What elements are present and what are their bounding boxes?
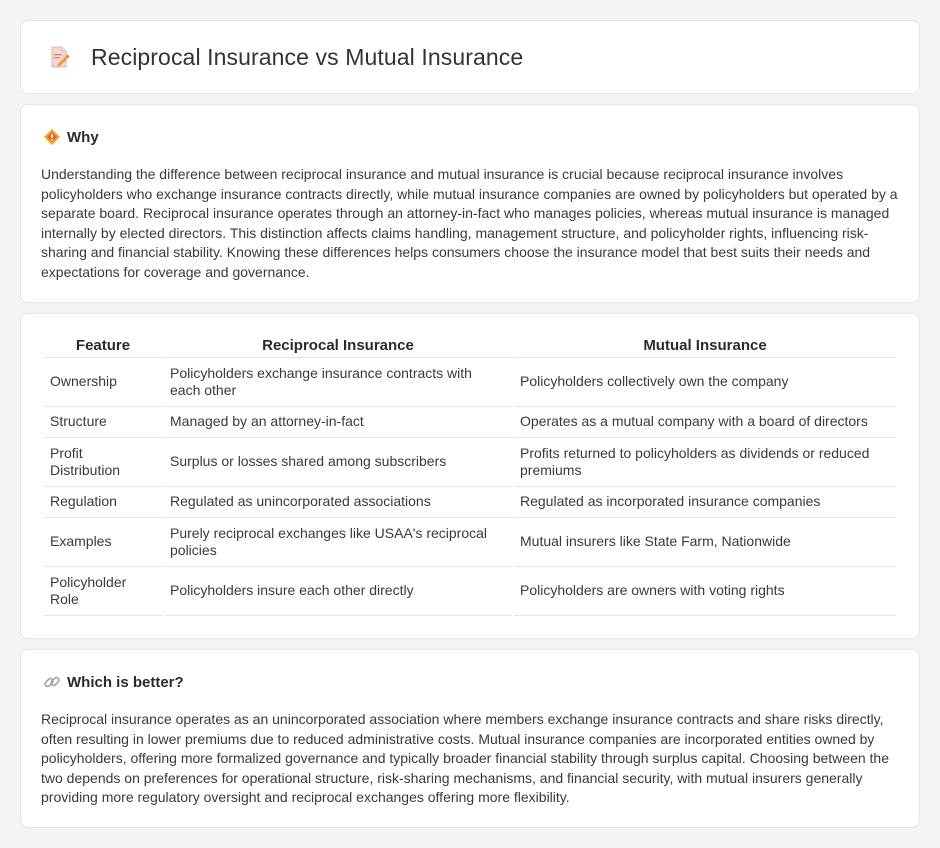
title-row (21, 21, 919, 93)
why-section (20, 104, 920, 303)
table-cell: Surplus or losses shared among subscribers (164, 438, 512, 487)
table-row (44, 438, 896, 487)
table-cell: Managed by an attorney-in-fact (164, 407, 512, 438)
table-row (44, 487, 896, 518)
why-text: Understanding the difference between reciprocal insurance and mutual insurance is crucial because reciprocal insurance involves policyholders who exchange insurance contracts directly, while mutual insurance companies are owned by policyholders but operated by a separate board. Reciprocal insurance operates through an attorney-in-fact who manages policies, whereas mutual insurance is managed internally by elected directors. This distinction affects claims handling, management structure, and policyholder rights, influencing risk-sharing and financial stability. Knowing these differences helps consumers choose the insurance model that best suits their needs and expectations for coverage and governance. (41, 166, 898, 280)
page-title: Reciprocal Insurance vs Mutual Insurance (91, 43, 524, 70)
why-heading-row (43, 128, 99, 146)
diamond-warning-icon (43, 128, 61, 146)
table-cell: Mutual insurers like State Farm, Nationwide (514, 518, 896, 567)
table-cell: Purely reciprocal exchanges like USAA's reciprocal policies (164, 518, 512, 567)
table-cell: Policyholder Role (44, 567, 162, 616)
better-text: Reciprocal insurance operates as an unincorporated association where members exchange insurance contracts and share risks directly, often resulting in lower premiums due to reduced administrative costs. Mutual insurance companies are incorporated entities owned by policyholders, offering more formalized governance and typically broader financial stability through surplus capital. Choosing between the two depends on preferences for operational structure, risk-sharing mechanisms, and financial security, with mutual insurers generally providing more regulatory oversight and reciprocal exchanges offering more flexibility. (41, 711, 889, 806)
table-cell: Structure (44, 407, 162, 438)
better-heading-row (43, 673, 184, 691)
table-cell: Profit Distribution (44, 438, 162, 487)
which-better-section (20, 649, 920, 828)
table-header-row (44, 336, 896, 358)
table-cell: Examples (44, 518, 162, 567)
comparison-table (42, 336, 898, 616)
table-cell: Operates as a mutual company with a board of directors (514, 407, 896, 438)
column-header: Mutual Insurance (514, 336, 896, 358)
table-cell: Regulated as incorporated insurance companies (514, 487, 896, 518)
column-header: Feature (44, 336, 162, 358)
why-heading: Why (67, 128, 99, 146)
title-card (20, 20, 920, 94)
comparison-section (20, 313, 920, 639)
table-row (44, 407, 896, 438)
link-icon (43, 673, 61, 691)
table-cell: Ownership (44, 358, 162, 407)
table-cell: Policyholders exchange insurance contracts with each other (164, 358, 512, 407)
table-cell: Policyholders collectively own the company (514, 358, 896, 407)
table-cell: Regulated as unincorporated associations (164, 487, 512, 518)
table-cell: Profits returned to policyholders as dividends or reduced premiums (514, 438, 896, 487)
table-cell: Policyholders insure each other directly (164, 567, 512, 616)
table-row (44, 567, 896, 616)
table-row (44, 358, 896, 407)
table-row (44, 518, 896, 567)
table-cell: Policyholders are owners with voting rights (514, 567, 896, 616)
table-cell: Regulation (44, 487, 162, 518)
better-heading: Which is better? (67, 673, 184, 691)
column-header: Reciprocal Insurance (164, 336, 512, 358)
document-pen-icon (47, 45, 71, 69)
